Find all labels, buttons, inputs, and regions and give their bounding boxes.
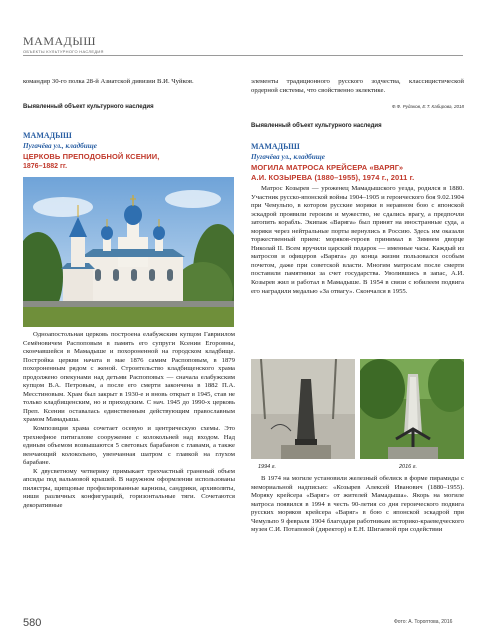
right-heritage-label: Выявленный объект культурного наследия [251,123,382,129]
header-rule [23,55,463,56]
page-number: 580 [23,617,42,629]
right-paragraph-1: Матрос Козырев — уроженец Мамадышского уезда, родился в 1880. Участник русско-японской войны 1904–1905 и героического боя 9.02.1904 при Чемульпо, в котором русские моряки в неравном бою с японской эскадрой проявили героизм и мужество, не сдались врагу, а предпочли затопить корабль. Экипаж «Варяга» был принят на иностранные суда, а моряки через нейтральные порты вернулись в Россию. Здесь им оказали торжественный прием: моряков-героев принимал в Зимнем дворце Николай II. Всем вручили царский подарок — именные часы. Каждый из матросов и офицеров «Варяга» до конца жизни пользовался особым почетом, даже при советской власти. Многим матросам после смерти поставили памятники за счет государства. Уволившись в запас, А.И. Козырев жил и работал в Мамадыше. В 1954 в связи с юбилеем подвига его наградили медалью «За отвагу». Скончался в 1955. [251,185,464,295]
left-paragraph-3: К двусветному четверику примыкает трехчастный граненый объем апсиды под вальмовой крышей. В наружном оформлении использованы пилястры, щипцовые профилированные карнизы, сандрики, архиволвты, ниши различных конфигураций, горизонтальные тяги. Сочетаются декоративные [23,467,235,509]
left-heritage-label: Выявленный объект культурного наследия [23,104,154,110]
right-object-title-line1: МОГИЛА МАТРОСА КРЕЙСЕРА «ВАРЯГ» [251,163,404,172]
running-header-title: МАМАДЫШ [23,34,96,48]
running-header-subtitle: ОБЪЕКТЫ КУЛЬТУРНОГО НАСЛЕДИЯ [23,49,104,54]
right-top-text: элементы традиционного русского зодчества, классицистической ордерной системы, что свойственно эклектике. [251,78,464,94]
right-object-title-line2: А.И. КОЗЫРЕВА (1880–1955), 1974 г., 2011 г. [251,173,415,182]
church-photo [23,177,234,327]
right-city-heading: МАМАДЫШ [251,142,300,151]
right-paragraph-2: В 1974 на могиле установили железный обелиск в форме пирамиды с мемориальной надписью: «Козырев Алексей Иванович (1880–1955). Моряку крейсера «Варяг» от жителей Мамадыша». Якорь на могиле матроса появился в 1994 в честь 90-летия со дня героического подвига русских моряков крейсера «Варяг» в бою с японской эскадрой при Чемульпо 9 февраля 1904 благодаря работникам историко-краеведческого музея С.И. Потаповой (директор) и Е.Н. Шигаевой при содействии [251,475,464,534]
right-body-text-2 [251,475,464,535]
left-city-heading: МАМАДЫШ [23,131,72,140]
left-top-text: командир 30-го полка 28-й Азиатской дивизии В.И. Чуйков. [23,78,194,85]
left-location: Пугачёва ул., кладбище [23,142,97,150]
left-body-text [23,331,235,510]
right-location: Пугачёва ул., кладбище [251,153,325,161]
grave-photo-1994 [251,359,355,459]
left-paragraph-1: Одноапостольная церковь построена елабужским купцом Гавриилом Семёновичем Распоповым в память его супруги Ксении Егоровны, скончавшейся в Мамадыше и похороненной на городском кладбище. Постройка церкви начата в мае 1876 самим Распоповым, в 1879 похороненным рядом с женой. Строительство кладбищенского храма продолжено опекунами над детьми Распоповых — сначала елабужским купцом В.А. Петровым, а после его смерти закончена в 1882 П.А. Месстиновым. Храм был закрыт в 1930-е и вновь открыт в 1945, став не только кладбищенским, но и приходским. С нач. 1945 до 1990-х церковь Преп. Ксении оставалась единственным действующим православным храмом Мамадыша. [23,331,235,424]
photo-credit: Фото: А. Тороптова, 2016 [394,619,453,625]
grave-photo-2016 [360,359,464,459]
left-object-date: 1876–1882 гг. [23,163,68,170]
right-attribution: Ф.Ф. Рудаков, Е.Т. Кабирова, 2018 [391,104,464,109]
left-object-title: ЦЕРКОВЬ ПРЕПОДОБНОЙ КСЕНИИ, [23,152,160,161]
caption-2016: 2016 г. [399,464,418,470]
caption-1994: 1994 г. [258,464,277,470]
left-paragraph-2: Композиция храма сочетает осевую и центрическую схемы. Это трехнефное питигалове сооружение с колокольней над входом. Над единым объемом возвышаются 5 световых барабанов с главами, а также венчающий колокольню, увенчанная шатром с главкой на глухом барабане. [23,425,235,467]
right-body-text-1 [251,185,464,296]
